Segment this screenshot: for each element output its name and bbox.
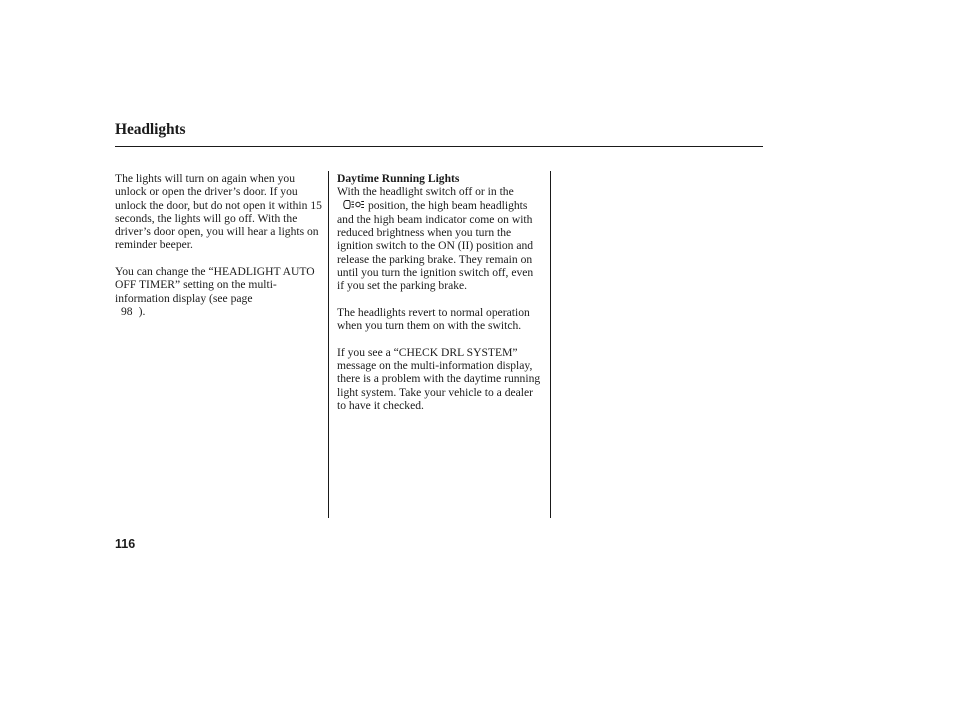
drl-heading: Daytime Running Lights [337, 172, 460, 185]
left-column [115, 172, 323, 332]
drl-paragraph [337, 172, 543, 293]
drl-text-start: With the headlight switch off or in the [337, 185, 514, 199]
middle-column [337, 172, 543, 426]
column-divider-right [550, 171, 551, 518]
page-title: Headlights [115, 121, 186, 138]
lights-reminder-paragraph: The lights will turn on again when you unlock or open the driver’s door. If you unlock the door, but do not open it within 15 seconds, the lights will go off. With the driver’s door open, you will hear a lights on reminder beeper. [115, 172, 322, 252]
title-divider [115, 146, 763, 147]
drl-text-end: position, the high beam headlights and the high beam indicator come on with reduced brightness when you turn the ignition switch to the ON (II) position and release the parking brake. They remain on until you turn the ignition switch off, even if you set the parking brake. [337, 198, 534, 293]
headlights-revert-paragraph: The headlights revert to normal operation when you turn them on with the switch. [337, 305, 530, 333]
page-reference-closing: ). [138, 304, 146, 318]
page-number: 116 [115, 537, 136, 551]
page-reference-link[interactable]: 98 [121, 304, 133, 318]
headlight-position-icon [343, 199, 365, 213]
auto-off-timer-text: You can change the “HEADLIGHT AUTO OFF TIMER” setting on the multi-information display (see page [115, 265, 315, 305]
column-divider-left [328, 171, 329, 518]
check-drl-paragraph: If you see a “CHECK DRL SYSTEM” message on the multi-information display, there is a problem with the daytime running light system. Take your vehicle to a dealer to have it checked. [337, 345, 541, 413]
auto-off-timer-paragraph [115, 265, 323, 318]
